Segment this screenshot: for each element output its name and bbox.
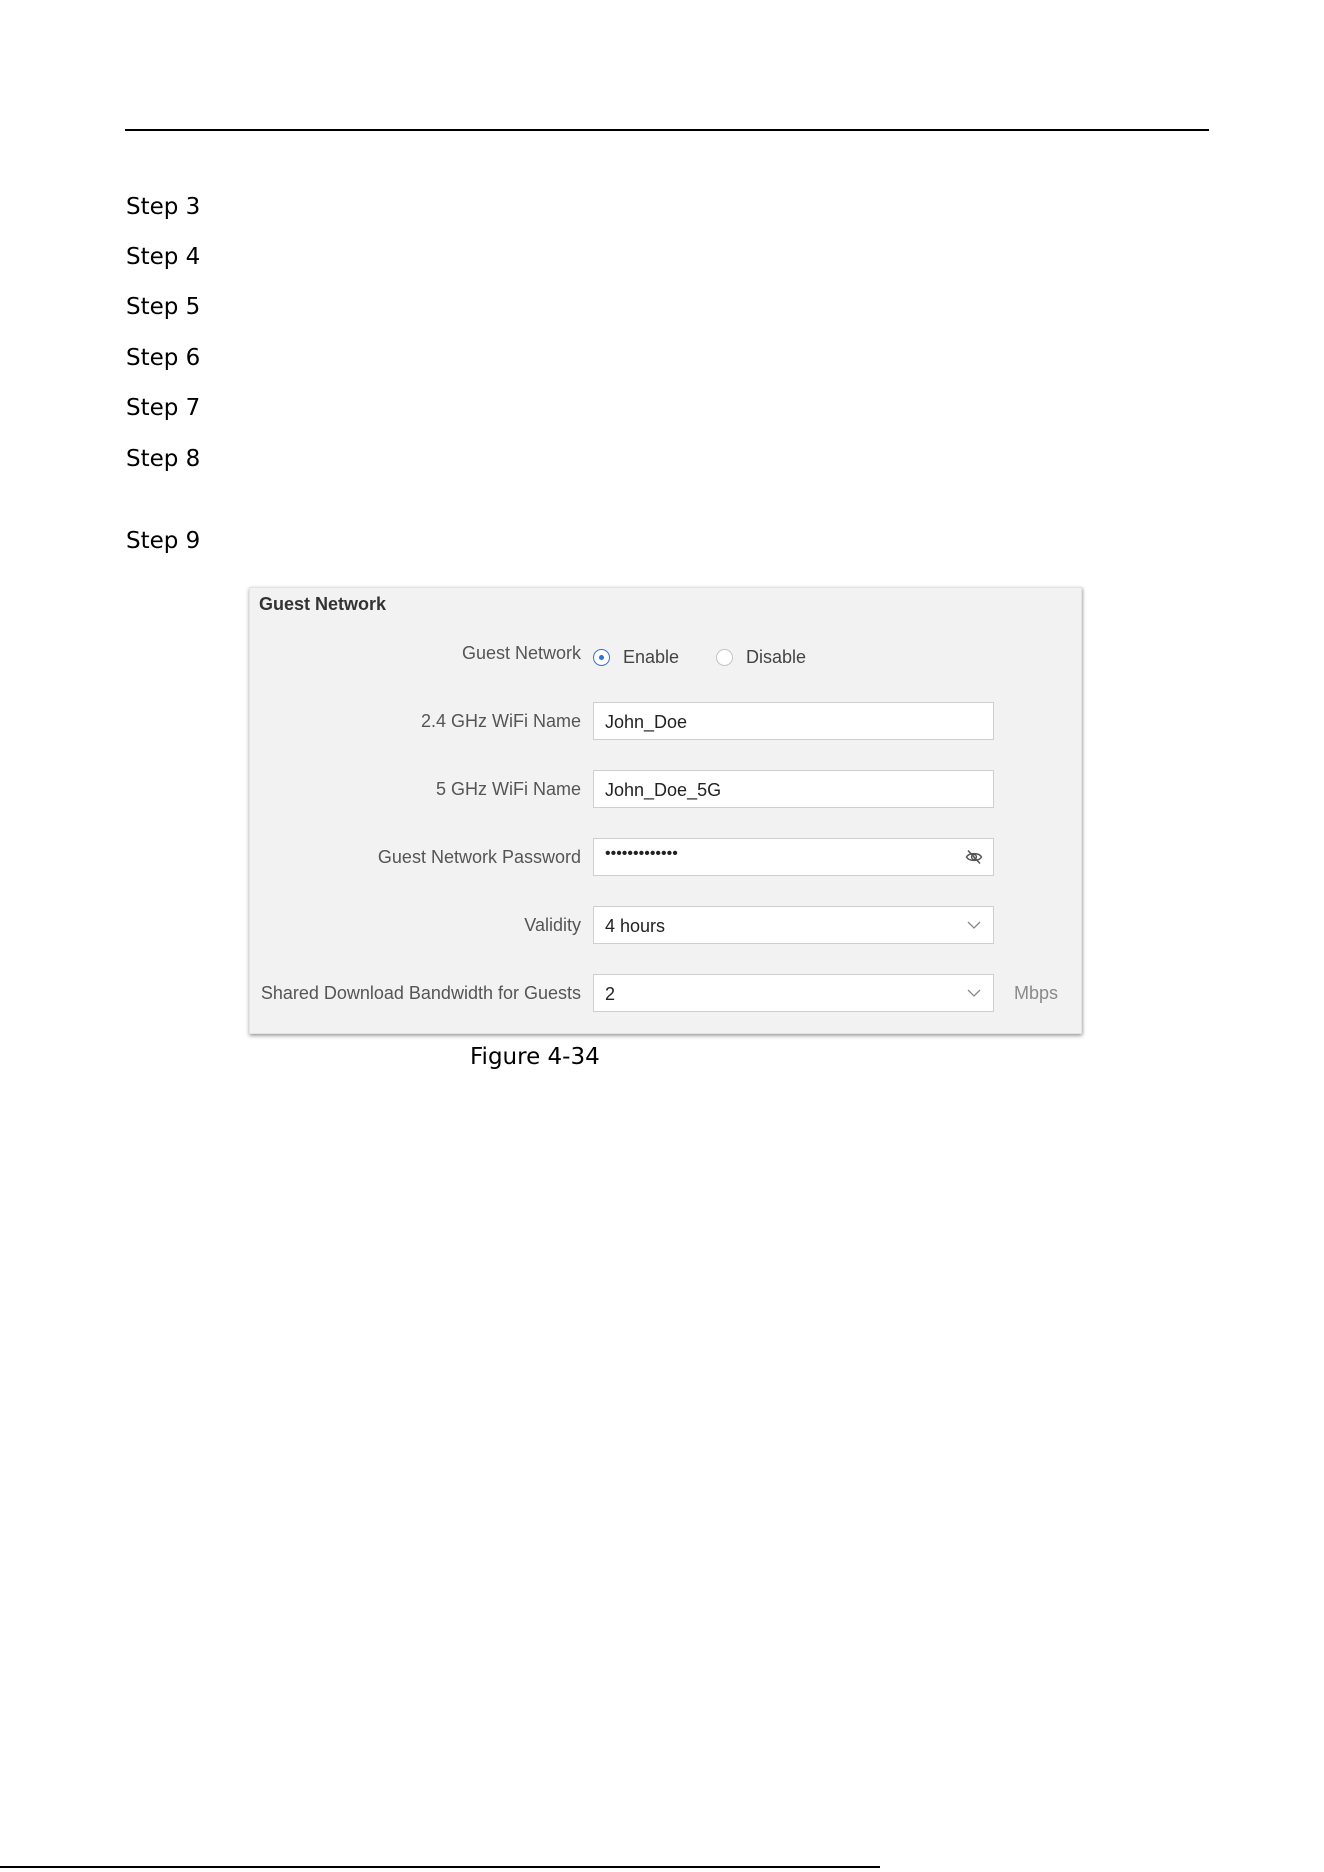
- validity-select[interactable]: [593, 906, 994, 944]
- bandwidth-value: 2: [605, 984, 616, 1004]
- password-masked-value: •••••••••••••: [605, 845, 678, 862]
- panel-title: Guest Network: [259, 594, 387, 614]
- bandwidth-label: Shared Download Bandwidth for Guests: [260, 983, 581, 1003]
- figure-caption: Figure 4-34: [470, 1044, 600, 1070]
- guest-network-label: Guest Network: [461, 643, 581, 663]
- password-input[interactable]: [593, 838, 994, 876]
- bandwidth-unit: Mbps: [1014, 983, 1059, 1003]
- bandwidth-select[interactable]: [593, 974, 994, 1012]
- step-9: Step 9: [126, 528, 201, 554]
- wifi-24-name-label: 2.4 GHz WiFi Name: [420, 711, 581, 731]
- chevron-down-icon: [967, 988, 981, 998]
- validity-label: Validity: [524, 915, 581, 935]
- enable-radio-label[interactable]: Enable: [623, 647, 680, 667]
- wifi-5-name-input[interactable]: [593, 770, 994, 808]
- wifi-5-name-value: John_Doe_5G: [605, 780, 722, 800]
- step-3: Step 3: [126, 194, 201, 220]
- header-rule: [125, 129, 1209, 131]
- eye-slash-icon[interactable]: [965, 849, 983, 865]
- wifi-5-name-label: 5 GHz WiFi Name: [435, 779, 581, 799]
- guest-network-panel: [249, 587, 1082, 1034]
- disable-radio[interactable]: [716, 649, 733, 666]
- wifi-24-name-value: John_Doe: [605, 712, 688, 732]
- validity-value: 4 hours: [605, 916, 666, 936]
- disable-radio-label[interactable]: Disable: [746, 647, 807, 667]
- step-7: Step 7: [126, 395, 201, 421]
- step-8: Step 8: [126, 446, 201, 472]
- step-5: Step 5: [126, 294, 201, 320]
- password-label: Guest Network Password: [377, 847, 581, 867]
- step-6: Step 6: [126, 345, 201, 371]
- step-4: Step 4: [126, 244, 201, 270]
- footer-rule: [0, 1866, 880, 1868]
- chevron-down-icon: [967, 920, 981, 930]
- wifi-24-name-input[interactable]: [593, 702, 994, 740]
- enable-radio[interactable]: [593, 649, 610, 666]
